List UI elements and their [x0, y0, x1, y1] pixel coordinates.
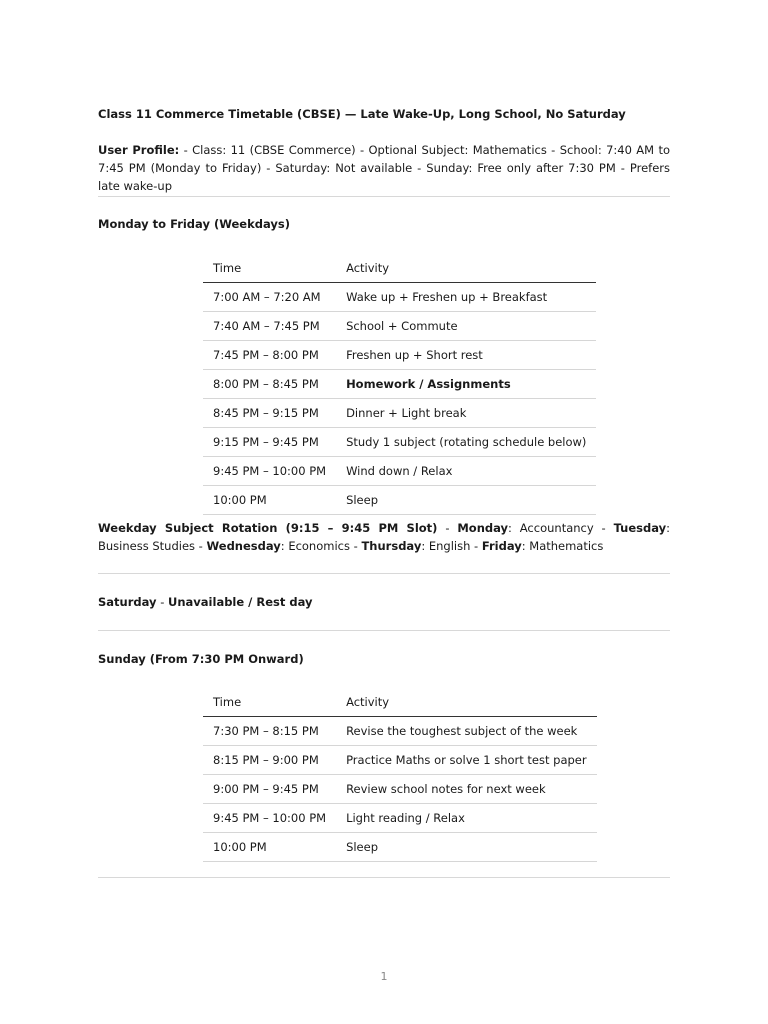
- cell-time: 7:40 AM – 7:45 PM: [203, 312, 336, 341]
- cell-time: 9:15 PM – 9:45 PM: [203, 428, 336, 457]
- cell-time: 9:45 PM – 10:00 PM: [203, 457, 336, 486]
- cell-activity: Practice Maths or solve 1 short test paper: [336, 746, 597, 775]
- rotation-label: Weekday Subject Rotation (9:15 – 9:45 PM Slot): [98, 521, 438, 535]
- saturday-text: Unavailable / Rest day: [168, 595, 313, 609]
- rotation-day: Friday: [481, 539, 522, 553]
- table-row: [203, 717, 597, 746]
- rotation-subject: Economics: [288, 539, 350, 553]
- divider: [98, 877, 670, 878]
- cell-time: 8:45 PM – 9:15 PM: [203, 399, 336, 428]
- cell-activity: Review school notes for next week: [336, 775, 597, 804]
- cell-time: 8:15 PM – 9:00 PM: [203, 746, 336, 775]
- table-row: [203, 283, 596, 312]
- table-row: [203, 370, 596, 399]
- sunday-rows: [203, 717, 597, 862]
- weekday-rows: [203, 283, 596, 515]
- column-header-time: Time: [203, 688, 336, 717]
- column-header-activity: Activity: [336, 688, 597, 717]
- cell-activity: Light reading / Relax: [336, 804, 597, 833]
- table-row: [203, 312, 596, 341]
- sunday-timetable: [203, 688, 597, 862]
- table-row: [203, 775, 597, 804]
- rotation-subject: Accountancy: [519, 521, 594, 535]
- saturday-label: Saturday: [98, 595, 157, 609]
- cell-time: 9:45 PM – 10:00 PM: [203, 804, 336, 833]
- table-row: [203, 833, 597, 862]
- table-header-row: [203, 254, 596, 283]
- rotation-day: Wednesday: [206, 539, 281, 553]
- divider: [98, 196, 670, 197]
- cell-activity: Freshen up + Short rest: [336, 341, 596, 370]
- table-row: [203, 804, 597, 833]
- user-profile-label: User Profile:: [98, 143, 180, 157]
- cell-activity: Sleep: [336, 833, 597, 862]
- divider: [98, 573, 670, 574]
- rotation-day: Thursday: [361, 539, 422, 553]
- page-number: 1: [380, 970, 388, 983]
- column-header-time: Time: [203, 254, 336, 283]
- cell-time: 7:45 PM – 8:00 PM: [203, 341, 336, 370]
- saturday-heading: [98, 594, 313, 610]
- rotation-subject: English: [428, 539, 471, 553]
- weekdays-heading: Monday to Friday (Weekdays): [98, 217, 290, 231]
- user-profile: [98, 141, 670, 195]
- cell-activity: Dinner + Light break: [336, 399, 596, 428]
- table-row: [203, 746, 597, 775]
- document-title: Class 11 Commerce Timetable (CBSE) — Late Wake-Up, Long School, No Saturday: [98, 107, 626, 121]
- table-row: [203, 428, 596, 457]
- subject-rotation: [98, 519, 670, 555]
- cell-activity: Homework / Assignments: [336, 370, 596, 399]
- cell-activity: Sleep: [336, 486, 596, 515]
- table-row: [203, 399, 596, 428]
- rotation-day: Tuesday: [613, 521, 667, 535]
- rotation-subject: Business Studies: [98, 539, 196, 553]
- rotation-day: Monday: [457, 521, 509, 535]
- rotation-subject: Mathematics: [529, 539, 604, 553]
- cell-activity: Study 1 subject (rotating schedule below): [336, 428, 596, 457]
- rotation-items: - Monday: Accountancy - Tuesday: Business Studies - Wednesday: Economics - Thursday: English - Friday: Mathematics: [98, 521, 670, 553]
- divider: [98, 630, 670, 631]
- saturday-separator: -: [156, 595, 169, 609]
- table-row: [203, 341, 596, 370]
- column-header-activity: Activity: [336, 254, 596, 283]
- weekday-timetable: [203, 254, 596, 515]
- cell-time: 9:00 PM – 9:45 PM: [203, 775, 336, 804]
- cell-activity: Revise the toughest subject of the week: [336, 717, 597, 746]
- cell-time: 7:00 AM – 7:20 AM: [203, 283, 336, 312]
- table-header-row: [203, 688, 597, 717]
- cell-time: 7:30 PM – 8:15 PM: [203, 717, 336, 746]
- sunday-heading: Sunday (From 7:30 PM Onward): [98, 652, 304, 666]
- user-profile-text: - Class: 11 (CBSE Commerce) - Optional Subject: Mathematics - School: 7:40 AM to 7:45 PM (Monday to Friday) - Saturday: Not available - Sunday: Free only after 7:30 PM - Prefers late wake-up: [98, 143, 670, 193]
- cell-time: 8:00 PM – 8:45 PM: [203, 370, 336, 399]
- cell-time: 10:00 PM: [203, 486, 336, 515]
- cell-activity: Wake up + Freshen up + Breakfast: [336, 283, 596, 312]
- cell-time: 10:00 PM: [203, 833, 336, 862]
- table-row: [203, 486, 596, 515]
- table-row: [203, 457, 596, 486]
- cell-activity: School + Commute: [336, 312, 596, 341]
- cell-activity: Wind down / Relax: [336, 457, 596, 486]
